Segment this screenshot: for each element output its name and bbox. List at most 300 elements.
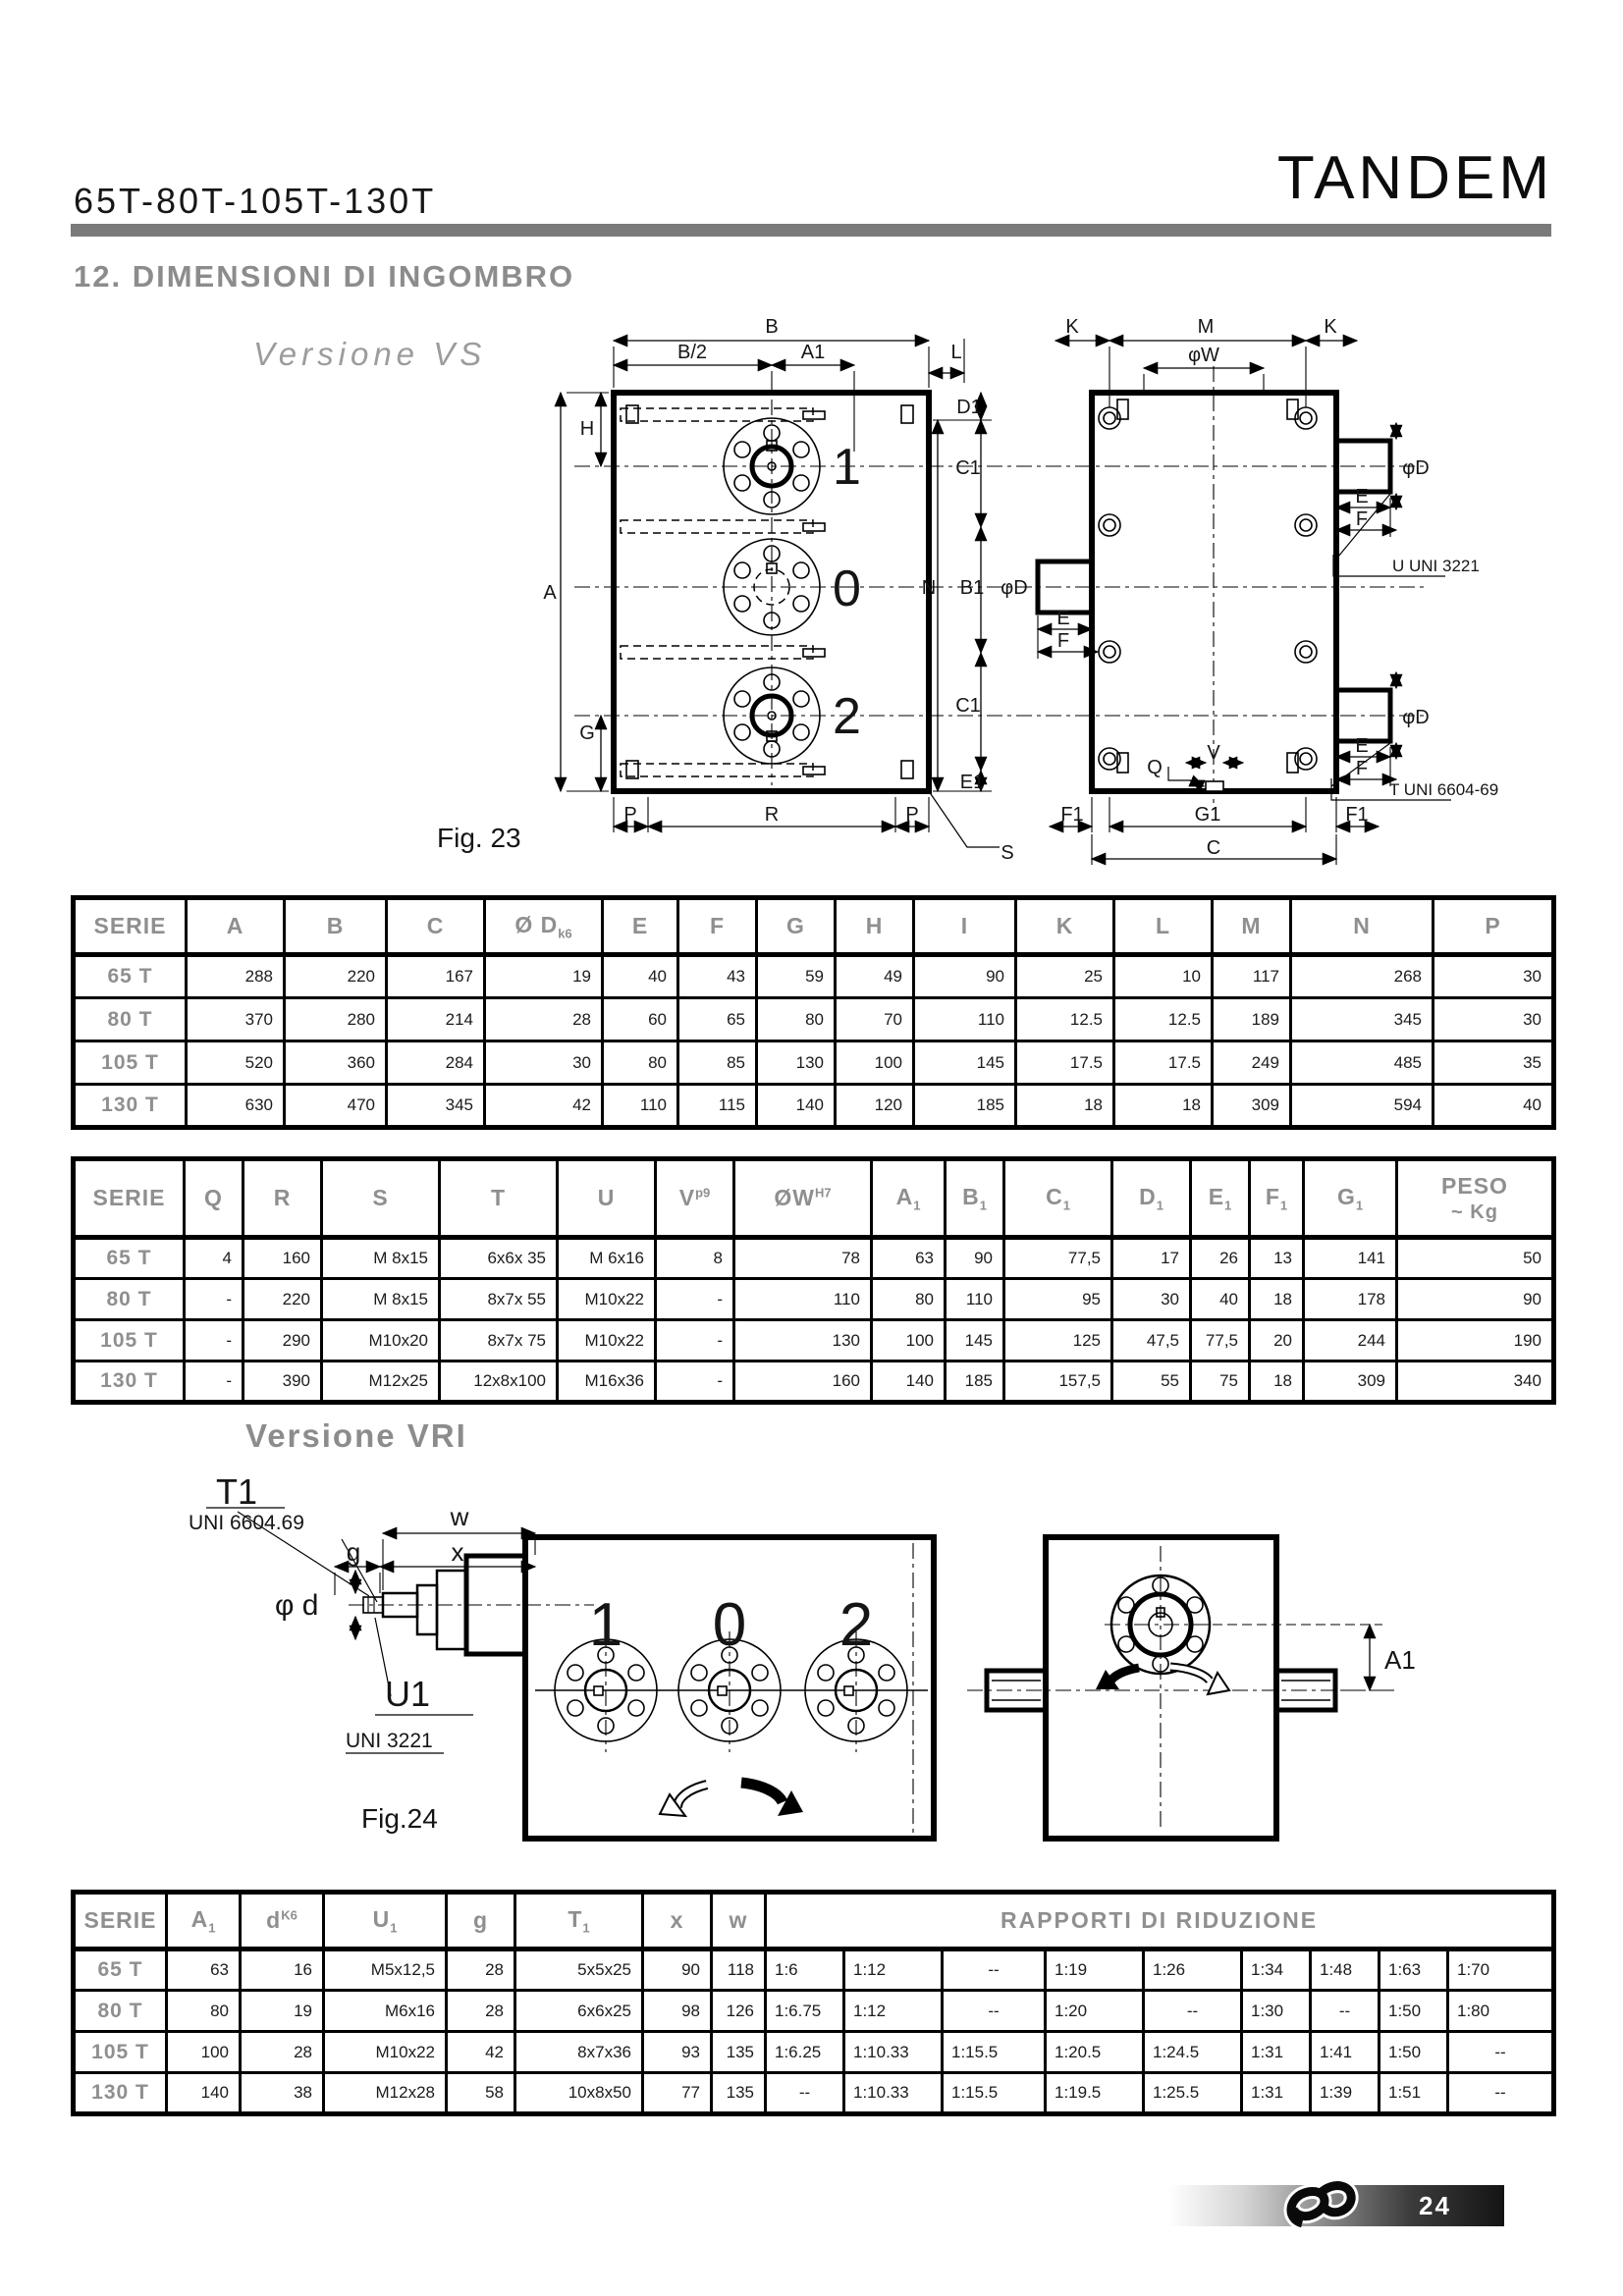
table-row	[74, 1320, 1554, 1362]
version-vs-label: Versione VS	[253, 336, 487, 372]
table-cell: -	[185, 1362, 243, 1403]
reduction-ratios-table	[71, 1890, 1556, 2116]
table-cell: 47,5	[1112, 1320, 1191, 1362]
table-cell: 30	[1112, 1279, 1191, 1320]
page-title-models: 65T-80T-105T-130T	[74, 181, 437, 221]
ratio-cell: 1:10.33	[844, 2032, 943, 2073]
port-label-1: 1	[588, 1591, 623, 1659]
port-label-2: 2	[833, 688, 861, 745]
table-cell: 18	[1114, 1085, 1213, 1128]
table-cell: M16x36	[558, 1362, 656, 1403]
ratio-cell: 1:26	[1144, 1949, 1242, 1991]
ratio-cell: 1:63	[1380, 1949, 1448, 1991]
fig24-dimension-lines	[206, 1508, 535, 1753]
table-cell: 280	[285, 998, 387, 1041]
column-header: SERIE	[74, 1159, 185, 1238]
table-cell: 157,5	[1004, 1362, 1112, 1403]
table-cell: 167	[387, 955, 485, 998]
table-cell: 43	[678, 955, 757, 998]
dim-P: P	[623, 804, 637, 826]
uni-3221-note: U UNI 3221	[1392, 557, 1480, 575]
table-cell: 100	[167, 2032, 241, 2073]
table-cell: 8	[656, 1238, 734, 1279]
table-cell: 90	[914, 955, 1016, 998]
table-cell: 90	[1397, 1279, 1554, 1320]
column-header: L	[1114, 898, 1213, 955]
table-cell: 28	[447, 1949, 515, 1991]
table-row	[74, 1279, 1554, 1320]
table-cell: 485	[1291, 1041, 1434, 1085]
table-cell: 70	[836, 998, 914, 1041]
table-row	[74, 1949, 1554, 1991]
ratio-cell: 1:80	[1448, 1991, 1554, 2032]
ratio-cell: 1:25.5	[1144, 2073, 1242, 2114]
series-label: 65 T	[74, 955, 187, 998]
table-cell: 17.5	[1016, 1041, 1114, 1085]
ratio-cell: --	[1144, 1991, 1242, 2032]
column-header: R	[243, 1159, 322, 1238]
table-cell: M 8x15	[322, 1238, 440, 1279]
table-cell: 38	[241, 2073, 324, 2114]
column-header: x	[643, 1893, 712, 1949]
table-cell: 49	[836, 955, 914, 998]
table-cell: M10x22	[324, 2032, 447, 2073]
table-cell: M 8x15	[322, 1279, 440, 1320]
ratio-cell: 1:41	[1311, 2032, 1380, 2073]
port-label-1: 1	[833, 439, 861, 496]
column-header: w	[712, 1893, 766, 1949]
dimension-labels	[543, 316, 1498, 864]
ratio-cell: 1:20	[1046, 1991, 1144, 2032]
column-header: H	[836, 898, 914, 955]
column-header: T	[440, 1159, 558, 1238]
table-cell: M5x12,5	[324, 1949, 447, 1991]
column-header: $G_1$	[1304, 1159, 1397, 1238]
column-header: A	[187, 898, 285, 955]
table-cell: 249	[1213, 1041, 1291, 1085]
column-header: SERIE	[74, 1893, 167, 1949]
series-label: 105 T	[74, 1041, 187, 1085]
table-cell: 118	[712, 1949, 766, 1991]
dim-N: N	[921, 577, 937, 599]
ratio-cell: 1:19.5	[1046, 2073, 1144, 2114]
table-cell: 42	[447, 2032, 515, 2073]
table-cell: 19	[485, 955, 603, 998]
column-header: $V^{p9}$	[656, 1159, 734, 1238]
table-cell: 58	[447, 2073, 515, 2114]
column-header: F	[678, 898, 757, 955]
table-cell: 13	[1250, 1238, 1304, 1279]
column-header: $A_1$	[872, 1159, 946, 1238]
table-cell: 40	[603, 955, 678, 998]
table-header-row	[74, 898, 1554, 955]
column-header: $F_1$	[1250, 1159, 1304, 1238]
table-cell: 520	[187, 1041, 285, 1085]
table-cell: 190	[1397, 1320, 1554, 1362]
table-cell: 98	[643, 1991, 712, 2032]
table-cell: 288	[187, 955, 285, 998]
table-cell: 160	[243, 1238, 322, 1279]
table-cell: 17	[1112, 1238, 1191, 1279]
table-row	[74, 2073, 1554, 2114]
table-cell: 340	[1397, 1362, 1554, 1403]
table-cell: 110	[603, 1085, 678, 1128]
version-vri-label: Versione VRI	[245, 1417, 467, 1454]
dim-M: M	[1197, 316, 1215, 338]
rotation-arrows-icon	[660, 1783, 803, 1816]
table-cell: 10	[1114, 955, 1213, 998]
table-cell: 370	[187, 998, 285, 1041]
table-cell: 30	[485, 1041, 603, 1085]
dim-E: E	[1056, 608, 1070, 629]
dim-T1: T1	[216, 1471, 258, 1512]
table-cell: 470	[285, 1085, 387, 1128]
dimensions-table-2	[71, 1156, 1556, 1405]
table-cell: 6x6x 35	[440, 1238, 558, 1279]
ratio-cell: 1:30	[1242, 1991, 1311, 2032]
column-header: U	[558, 1159, 656, 1238]
table-cell: M10x22	[558, 1320, 656, 1362]
dim-D: φD	[1402, 457, 1430, 479]
fig23-technical-drawing	[363, 221, 1623, 869]
dim-C: C	[1206, 837, 1221, 859]
ratio-cell: 1:15.5	[943, 2073, 1046, 2114]
dim-A1: A1	[800, 342, 826, 363]
table-cell: 8x7x 55	[440, 1279, 558, 1320]
table-cell: 10x8x50	[515, 2073, 643, 2114]
fig24-caption: Fig.24	[361, 1803, 438, 1834]
table-cell: 12.5	[1016, 998, 1114, 1041]
table-cell: 20	[1250, 1320, 1304, 1362]
table-cell: 360	[285, 1041, 387, 1085]
table-cell: 30	[1434, 955, 1554, 998]
table-header-row	[74, 1893, 1554, 1949]
fig23-caption: Fig. 23	[437, 823, 521, 853]
table-cell: 25	[1016, 955, 1114, 998]
table-row	[74, 1362, 1554, 1403]
uni-3221-label: UNI 3221	[346, 1730, 433, 1752]
dim-A1: A1	[1384, 1645, 1416, 1675]
dim-D: φD	[1001, 577, 1028, 599]
ratio-cell: 1:48	[1311, 1949, 1380, 1991]
brand-logo-text: TANDEM	[1276, 144, 1553, 212]
column-header: $B_1$	[946, 1159, 1004, 1238]
table-cell: 145	[914, 1041, 1016, 1085]
table-cell: 85	[678, 1041, 757, 1085]
ratio-cell: --	[943, 1949, 1046, 1991]
dim-g: g	[346, 1537, 361, 1567]
table-cell: M10x22	[558, 1279, 656, 1320]
input-shaft-assembly	[349, 1556, 594, 1654]
series-label: 130 T	[74, 1362, 185, 1403]
column-header: G	[757, 898, 836, 955]
table-cell: 93	[643, 2032, 712, 2073]
ratio-header: RAPPORTI DI RIDUZIONE	[766, 1893, 1554, 1949]
table-cell: 77,5	[1004, 1238, 1112, 1279]
table-cell: 390	[243, 1362, 322, 1403]
table-cell: 80	[603, 1041, 678, 1085]
column-header: $D_1$	[1112, 1159, 1191, 1238]
ratio-cell: 1:6.75	[766, 1991, 844, 2032]
table-cell: 63	[872, 1238, 946, 1279]
dim-E1: E1	[959, 772, 985, 793]
table-cell: 185	[914, 1085, 1016, 1128]
ratio-cell: 1:34	[1242, 1949, 1311, 1991]
knot-logo-icon	[1281, 2171, 1366, 2240]
ratio-cell: 1:31	[1242, 2032, 1311, 2073]
dim-C1: C1	[955, 457, 981, 479]
port-label-0: 0	[833, 561, 861, 617]
table-cell: 90	[643, 1949, 712, 1991]
table-row	[74, 955, 1554, 998]
dim-d: φ d	[275, 1589, 319, 1622]
column-header: E	[603, 898, 678, 955]
table-cell: 126	[712, 1991, 766, 2032]
table-cell: -	[185, 1320, 243, 1362]
ratio-cell: 1:12	[844, 1949, 943, 1991]
table-cell: 244	[1304, 1320, 1397, 1362]
column-header: SERIE	[74, 898, 187, 955]
column-header: $C_1$	[1004, 1159, 1112, 1238]
dim-G: G	[579, 722, 595, 744]
table-cell: 594	[1291, 1085, 1434, 1128]
dim-E: E	[1355, 486, 1369, 507]
table-cell: 130	[734, 1320, 872, 1362]
column-header: $T_1$	[515, 1893, 643, 1949]
table-cell: 18	[1016, 1085, 1114, 1128]
table-cell: M6x16	[324, 1991, 447, 2032]
table-cell: 100	[836, 1041, 914, 1085]
series-label: 65 T	[74, 1238, 185, 1279]
dim-w: w	[450, 1502, 469, 1531]
column-header: PESO ~ Kg	[1397, 1159, 1554, 1238]
table-cell: 6x6x25	[515, 1991, 643, 2032]
table-cell: 17.5	[1114, 1041, 1213, 1085]
dim-B: B	[765, 316, 779, 338]
dim-E: E	[1355, 735, 1369, 757]
table-cell: 115	[678, 1085, 757, 1128]
dim-D1: D1	[956, 397, 982, 418]
dim-B2: B/2	[676, 342, 708, 363]
series-label: 80 T	[74, 1991, 167, 2032]
column-header: K	[1016, 898, 1114, 955]
series-label: 80 T	[74, 1279, 185, 1320]
table-cell: 630	[187, 1085, 285, 1128]
table-cell: 140	[872, 1362, 946, 1403]
table-cell: M12x28	[324, 2073, 447, 2114]
table-cell: 160	[734, 1362, 872, 1403]
ratio-cell: 1:15.5	[943, 2032, 1046, 2073]
table-cell: 77	[643, 2073, 712, 2114]
ratio-cell: 1:50	[1380, 1991, 1448, 2032]
table-cell: 18	[1250, 1362, 1304, 1403]
table-cell: 18	[1250, 1279, 1304, 1320]
ratio-cell: --	[943, 1991, 1046, 2032]
table-cell: 345	[387, 1085, 485, 1128]
table-cell: 60	[603, 998, 678, 1041]
bottom-notch	[1206, 781, 1223, 791]
column-header: g	[447, 1893, 515, 1949]
dim-W: φW	[1188, 345, 1219, 366]
dim-F1: F1	[1345, 804, 1369, 826]
table-cell: 8x7x36	[515, 2032, 643, 2073]
table-cell: 135	[712, 2032, 766, 2073]
dimension-lines	[561, 339, 1451, 865]
corner-stud	[626, 405, 913, 778]
column-header: S	[322, 1159, 440, 1238]
column-header: Q	[185, 1159, 243, 1238]
shaft-row	[621, 408, 813, 776]
fig24-technical-drawing	[128, 1463, 1542, 1895]
dim-C1: C1	[955, 695, 981, 717]
series-label: 105 T	[74, 1320, 185, 1362]
dim-G1: G1	[1194, 804, 1221, 826]
table-cell: 189	[1213, 998, 1291, 1041]
centerlines	[574, 366, 1424, 810]
dim-D: φD	[1402, 707, 1430, 728]
dim-U1: U1	[385, 1674, 431, 1714]
table-cell: 12x8x100	[440, 1362, 558, 1403]
bolt	[1099, 400, 1317, 773]
column-header: $d^{K6}$	[241, 1893, 324, 1949]
column-header: $U_1$	[324, 1893, 447, 1949]
table-cell: 268	[1291, 955, 1434, 998]
table-row	[74, 1085, 1554, 1128]
ratio-cell: 1:12	[844, 1991, 943, 2032]
uni-6604-label: UNI 6604.69	[189, 1512, 304, 1534]
ratio-cell: 1:19	[1046, 1949, 1144, 1991]
table-cell: 110	[946, 1279, 1004, 1320]
dim-x: x	[451, 1537, 464, 1567]
ratio-cell: 1:39	[1311, 2073, 1380, 2114]
dim-A: A	[543, 582, 557, 604]
column-header: $A_1$	[167, 1893, 241, 1949]
table-cell: 309	[1304, 1362, 1397, 1403]
column-header: N	[1291, 898, 1434, 955]
table-row	[74, 1991, 1554, 2032]
ratio-cell: 1:6	[766, 1949, 844, 1991]
column-header: M	[1213, 898, 1291, 955]
table-cell: 220	[285, 955, 387, 998]
ratio-cell: 1:70	[1448, 1949, 1554, 1991]
table-cell: 220	[243, 1279, 322, 1320]
ratio-cell: 1:50	[1380, 2032, 1448, 2073]
dim-Q: Q	[1147, 757, 1163, 778]
ratio-cell: --	[1311, 1991, 1380, 2032]
dim-F1: F1	[1060, 804, 1084, 826]
series-label: 130 T	[74, 1085, 187, 1128]
dim-K: K	[1324, 316, 1337, 338]
series-label: 130 T	[74, 2073, 167, 2114]
table-cell: 95	[1004, 1279, 1112, 1320]
table-cell: 12.5	[1114, 998, 1213, 1041]
table-header-row	[74, 1159, 1554, 1238]
dim-K: K	[1065, 316, 1079, 338]
column-header: P	[1434, 898, 1554, 955]
uni-6604-note: T UNI 6604-69	[1389, 780, 1499, 799]
table-cell: 80	[167, 1991, 241, 2032]
vri-front-view	[525, 1537, 934, 1839]
dimensions-table-1	[71, 895, 1556, 1130]
dim-R: R	[764, 804, 780, 826]
table-cell: -	[656, 1279, 734, 1320]
table-row	[74, 1041, 1554, 1085]
series-label: 105 T	[74, 2032, 167, 2073]
column-header: Ø $D_{k6}$	[485, 898, 603, 955]
dim-L: L	[950, 342, 962, 363]
table-cell: 77,5	[1191, 1320, 1250, 1362]
table-cell: 40	[1191, 1279, 1250, 1320]
table-cell: 214	[387, 998, 485, 1041]
footer-bar	[1168, 2185, 1504, 2226]
table-cell: 345	[1291, 998, 1434, 1041]
table-cell: 28	[485, 998, 603, 1041]
dim-P: P	[905, 804, 919, 826]
table-cell: 110	[914, 998, 1016, 1041]
table-cell: 55	[1112, 1362, 1191, 1403]
ratio-cell: 1:31	[1242, 2073, 1311, 2114]
page-number: 24	[1419, 2191, 1451, 2220]
table-cell: 50	[1397, 1238, 1554, 1279]
table-cell: 4	[185, 1238, 243, 1279]
dim-B1: B1	[959, 577, 985, 599]
dim-V: V	[1207, 742, 1220, 764]
ratio-cell: 1:51	[1380, 2073, 1448, 2114]
table-row	[74, 2032, 1554, 2073]
table-cell: 5x5x25	[515, 1949, 643, 1991]
table-cell: 59	[757, 955, 836, 998]
table-cell: 28	[447, 1991, 515, 2032]
table-row	[74, 998, 1554, 1041]
table-cell: 145	[946, 1320, 1004, 1362]
ratio-cell: 1:6.25	[766, 2032, 844, 2073]
table-cell: 65	[678, 998, 757, 1041]
table-cell: 63	[167, 1949, 241, 1991]
table-cell: 30	[1434, 998, 1554, 1041]
table-cell: 80	[872, 1279, 946, 1320]
table-cell: 120	[836, 1085, 914, 1128]
dim-S: S	[1001, 842, 1014, 864]
ratio-cell: 1:20.5	[1046, 2032, 1144, 2073]
table-cell: 75	[1191, 1362, 1250, 1403]
vri-side-view	[967, 1537, 1394, 1839]
series-label: 80 T	[74, 998, 187, 1041]
table-cell: -	[656, 1362, 734, 1403]
ratio-cell: 1:24.5	[1144, 2032, 1242, 2073]
table-cell: M 6x16	[558, 1238, 656, 1279]
table-cell: 110	[734, 1279, 872, 1320]
section-title: 12. DIMENSIONI DI INGOMBRO	[74, 259, 575, 294]
port-label-2: 2	[839, 1591, 874, 1659]
table-cell: 141	[1304, 1238, 1397, 1279]
table-cell: 135	[712, 2073, 766, 2114]
dim-H: H	[579, 418, 595, 440]
table-cell: 90	[946, 1238, 1004, 1279]
table-cell: 26	[1191, 1238, 1250, 1279]
dim-F: F	[1355, 758, 1369, 779]
table-cell: 42	[485, 1085, 603, 1128]
column-header: C	[387, 898, 485, 955]
table-cell: 19	[241, 1991, 324, 2032]
table-cell: -	[185, 1279, 243, 1320]
table-cell: M12x25	[322, 1362, 440, 1403]
table-cell: 140	[167, 2073, 241, 2114]
dim-F: F	[1056, 630, 1070, 652]
column-header: I	[914, 898, 1016, 955]
ratio-cell: 1:10.33	[844, 2073, 943, 2114]
column-header: $E_1$	[1191, 1159, 1250, 1238]
table-cell: 80	[757, 998, 836, 1041]
